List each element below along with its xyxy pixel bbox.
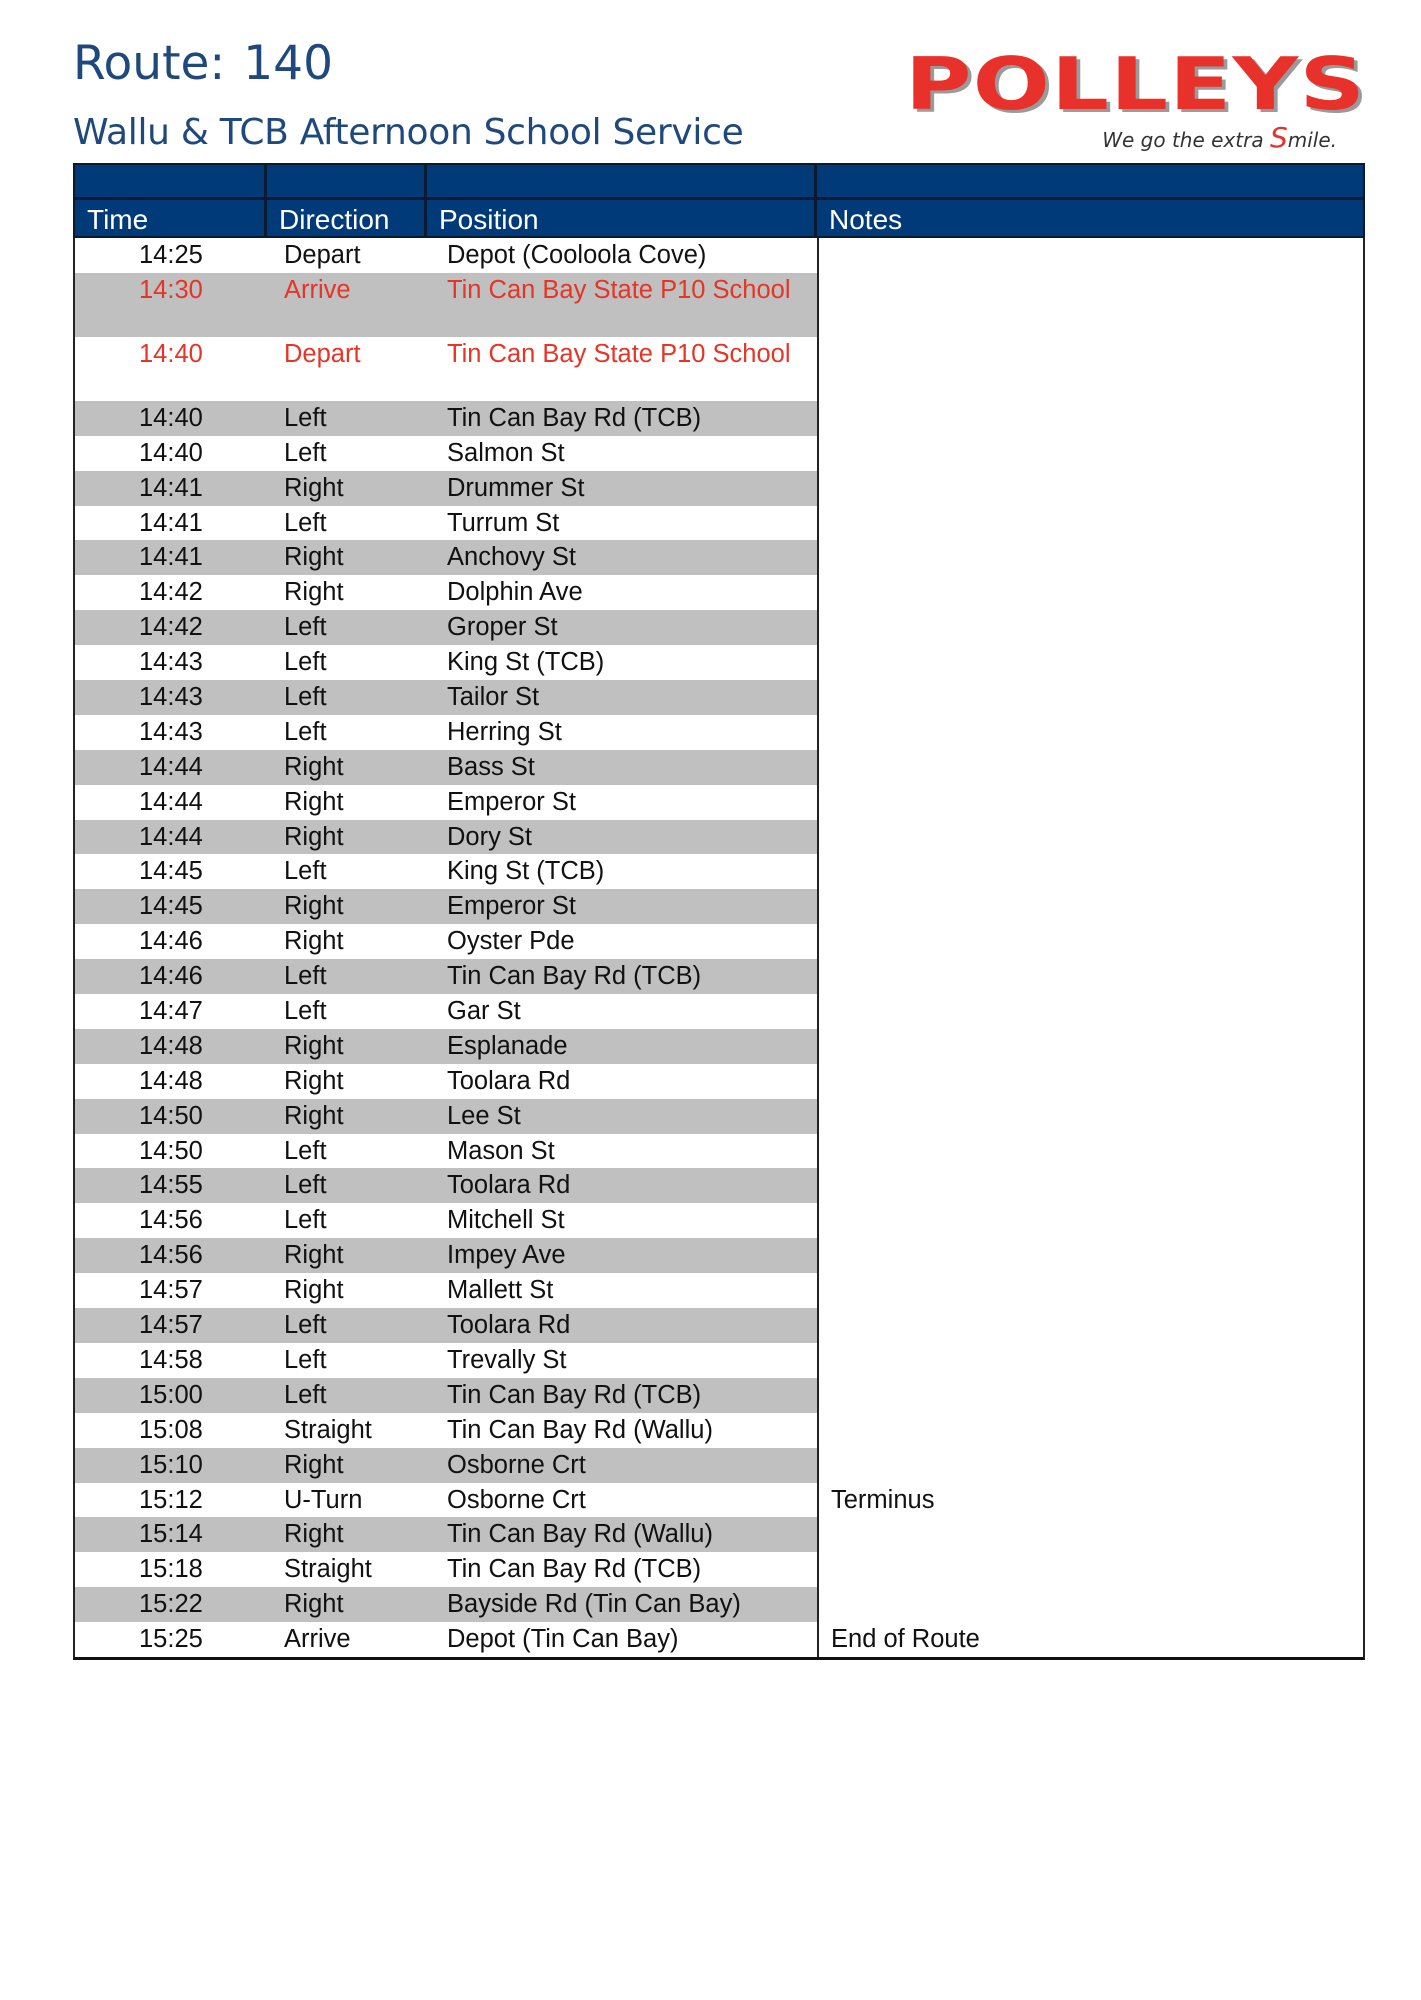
table-row [75,1238,817,1273]
cell-time: 14:57 [139,1276,203,1305]
table-rows [75,238,817,1657]
cell-time: 14:40 [139,403,203,432]
cell-position: Tin Can Bay State P10 School [447,339,791,368]
cell-position: Dolphin Ave [447,578,583,607]
cell-direction: Left [284,857,327,886]
cell-time: 14:55 [139,1171,203,1200]
cell-position: Osborne Crt [447,1450,586,1479]
cell-time: 14:43 [139,648,203,677]
cell-position: Esplanade [447,1031,568,1060]
cell-time: 14:43 [139,717,203,746]
cell-position: Tin Can Bay State P10 School [447,275,791,304]
cell-direction: Left [284,403,327,432]
table-row [75,1587,817,1622]
cell-direction: Right [284,1276,344,1305]
cell-direction: Right [284,1520,344,1549]
cell-direction: Right [284,543,344,572]
cell-direction: Depart [284,241,361,269]
cell-time: 15:18 [139,1555,203,1584]
cell-direction: Right [284,1031,344,1060]
cell-position: King St (TCB) [447,648,605,677]
cell-position: Osborne Crt [447,1485,586,1514]
cell-position: Gar St [447,997,521,1026]
cell-notes: Terminus [831,1486,935,1514]
table-row [75,1378,817,1413]
cell-time: 14:58 [139,1345,203,1374]
table-row [75,1134,817,1169]
cell-position: Depot (Tin Can Bay) [447,1625,679,1654]
cell-time: 14:40 [139,339,203,368]
tagline-pre: We go the extra [1102,128,1264,152]
cell-direction: Right [284,892,344,921]
cell-direction: U-Turn [284,1485,363,1514]
cell-direction: Depart [284,339,361,368]
table-row [75,1413,817,1448]
cell-direction: Left [284,997,327,1026]
cell-position: Bass St [447,752,535,781]
table-row [75,994,817,1029]
cell-position: Tin Can Bay Rd (TCB) [447,1555,702,1584]
cell-time: 14:43 [139,683,203,712]
cell-position: Herring St [447,717,562,746]
table-row [75,1064,817,1099]
cell-time: 15:12 [139,1485,203,1514]
table-row [75,575,817,610]
cell-direction: Left [284,1380,327,1409]
cell-position: Mitchell St [447,1206,565,1235]
cell-time: 15:25 [139,1625,203,1654]
column-header-position: Position [427,200,817,236]
cell-direction: Right [284,473,344,502]
cell-time: 14:44 [139,822,203,851]
cell-time: 14:30 [139,275,203,304]
cell-time: 15:08 [139,1415,203,1444]
table-row [75,506,817,541]
service-title: Wallu & TCB Afternoon School Service [73,112,744,153]
cell-position: Lee St [447,1101,521,1130]
cell-position: Toolara Rd [447,1171,571,1200]
cell-position: Tin Can Bay Rd (TCB) [447,1380,702,1409]
table-row [75,337,817,401]
cell-direction: Arrive [284,1625,351,1654]
cell-position: Drummer St [447,473,585,502]
tagline-post: mile. [1287,128,1337,152]
cell-time: 14:44 [139,787,203,816]
cell-time: 14:45 [139,857,203,886]
cell-notes: End of Route [831,1625,980,1653]
cell-time: 14:41 [139,543,203,572]
cell-position: Groper St [447,613,558,642]
cell-position: Tin Can Bay Rd (TCB) [447,962,702,991]
cell-direction: Left [284,1345,327,1374]
route-label: Route: [73,36,226,91]
cell-direction: Left [284,1136,327,1165]
cell-position: Turrum St [447,508,560,537]
table-body [73,238,1365,1660]
table-header-band [73,163,1365,198]
table-row [75,645,817,680]
cell-direction: Right [284,1450,344,1479]
cell-direction: Arrive [284,275,351,304]
cell-time: 14:45 [139,892,203,921]
cell-position: King St (TCB) [447,857,605,886]
cell-time: 14:44 [139,752,203,781]
cell-direction: Straight [284,1415,372,1444]
table-row [75,1517,817,1552]
cell-position: Bayside Rd (Tin Can Bay) [447,1590,741,1619]
cell-direction: Left [284,1206,327,1235]
table-row [75,1273,817,1308]
table-row [75,1622,817,1657]
cell-position: Mason St [447,1136,555,1165]
cell-position: Emperor St [447,892,576,921]
route-title [73,36,333,91]
cell-time: 14:50 [139,1101,203,1130]
cell-direction: Right [284,1101,344,1130]
cell-position: Anchovy St [447,543,576,572]
cell-position: Dory St [447,822,533,851]
table-row [75,1203,817,1238]
table-row [75,889,817,924]
cell-time: 14:40 [139,438,203,467]
cell-time: 14:56 [139,1206,203,1235]
table-row [75,1448,817,1483]
cell-position: Depot (Cooloola Cove) [447,241,707,269]
route-timetable [73,163,1365,1660]
cell-position: Toolara Rd [447,1066,571,1095]
cell-position: Tailor St [447,683,540,712]
column-header-notes: Notes [829,204,903,235]
cell-time: 14:48 [139,1031,203,1060]
table-row [75,471,817,506]
cell-direction: Right [284,1066,344,1095]
cell-time: 14:46 [139,962,203,991]
cell-direction: Left [284,613,327,642]
logo-wordmark: POLLEYS [905,42,1367,126]
cell-position: Salmon St [447,438,565,467]
cell-position: Emperor St [447,787,576,816]
cell-time: 14:47 [139,997,203,1026]
table-row [75,1099,817,1134]
cell-direction: Right [284,752,344,781]
cell-direction: Right [284,1590,344,1619]
cell-position: Tin Can Bay Rd (Wallu) [447,1415,713,1444]
polleys-logo [905,42,1367,158]
table-row [75,820,817,855]
cell-time: 15:10 [139,1450,203,1479]
cell-time: 14:41 [139,508,203,537]
cell-direction: Left [284,683,327,712]
cell-time: 15:14 [139,1520,203,1549]
cell-position: Impey Ave [447,1241,566,1270]
cell-time: 14:56 [139,1241,203,1270]
table-row [75,1308,817,1343]
cell-direction: Right [284,787,344,816]
table-row [75,1168,817,1203]
table-row [75,854,817,889]
cell-position: Oyster Pde [447,927,575,956]
route-number: 140 [243,36,333,91]
cell-time: 14:48 [139,1066,203,1095]
cell-direction: Right [284,822,344,851]
table-row [75,715,817,750]
table-row [75,1343,817,1378]
cell-position: Tin Can Bay Rd (Wallu) [447,1520,713,1549]
table-row [75,680,817,715]
cell-position: Trevally St [447,1345,567,1374]
table-row [75,1029,817,1064]
table-row [75,959,817,994]
cell-position: Mallett St [447,1276,554,1305]
tagline-smile-s: S [1269,121,1288,154]
table-row [75,924,817,959]
cell-direction: Right [284,578,344,607]
cell-time: 14:50 [139,1136,203,1165]
cell-position: Toolara Rd [447,1311,571,1340]
notes-column [817,238,1363,1657]
table-header-row [73,198,1365,238]
table-row [75,401,817,436]
cell-time: 15:00 [139,1380,203,1409]
cell-time: 14:42 [139,613,203,642]
cell-position: Tin Can Bay Rd (TCB) [447,403,702,432]
cell-direction: Left [284,508,327,537]
table-row [75,436,817,471]
cell-time: 14:41 [139,473,203,502]
cell-direction: Left [284,438,327,467]
cell-direction: Left [284,717,327,746]
cell-direction: Left [284,1171,327,1200]
table-row [75,540,817,575]
cell-time: 14:57 [139,1311,203,1340]
table-row [75,610,817,645]
cell-direction: Left [284,648,327,677]
table-row [75,785,817,820]
logo-tagline [1102,121,1337,154]
column-header-direction: Direction [267,200,427,236]
table-row [75,1483,817,1518]
cell-time: 14:25 [139,241,203,269]
cell-time: 15:22 [139,1590,203,1619]
table-row [75,273,817,337]
table-row [75,238,817,273]
table-row [75,750,817,785]
cell-time: 14:46 [139,927,203,956]
cell-direction: Right [284,927,344,956]
column-header-time: Time [75,200,267,236]
cell-direction: Left [284,962,327,991]
cell-time: 14:42 [139,578,203,607]
cell-direction: Right [284,1241,344,1270]
cell-direction: Left [284,1311,327,1340]
cell-direction: Straight [284,1555,372,1584]
table-row [75,1552,817,1587]
